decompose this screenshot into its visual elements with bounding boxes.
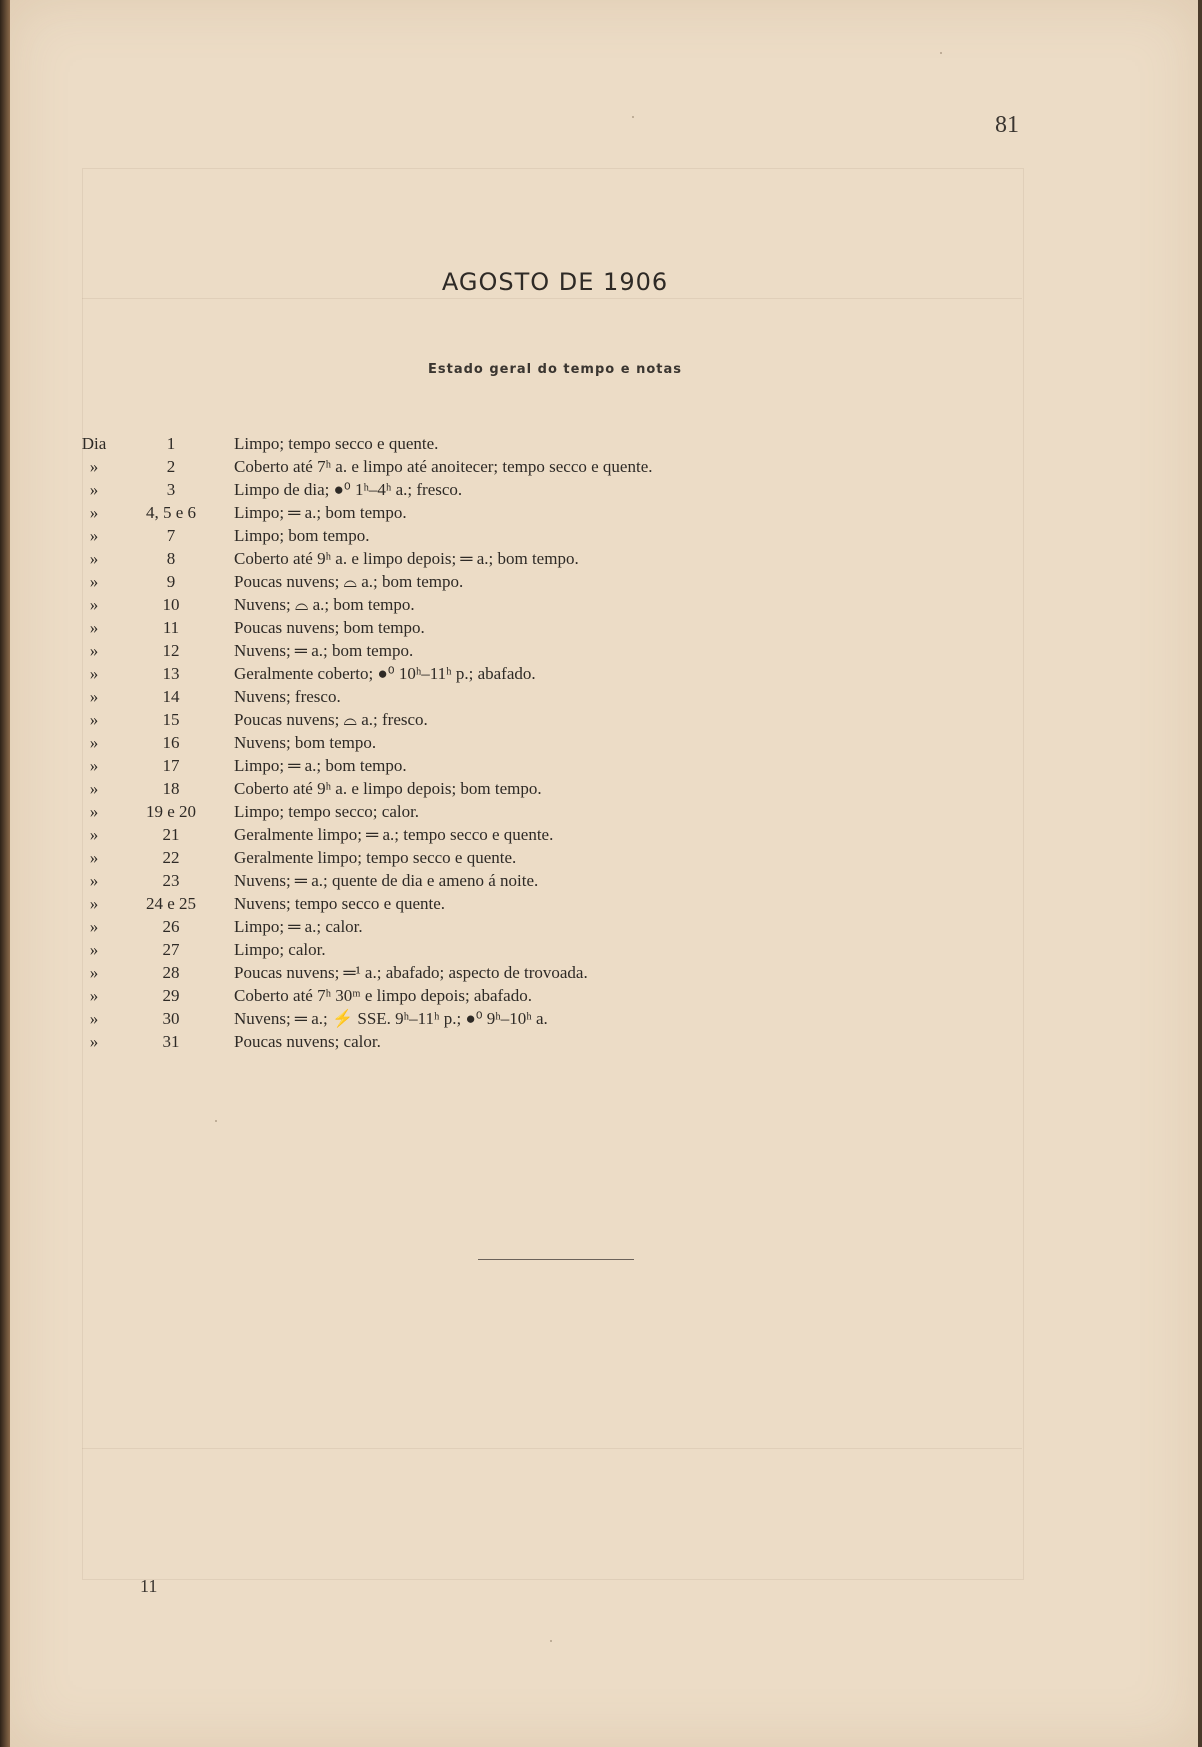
- ditto-mark: »: [89, 871, 99, 890]
- weather-note: Poucas nuvens; ⌓ a.; bom tempo.: [234, 572, 464, 591]
- ditto-mark: »: [89, 802, 99, 821]
- weather-note: Limpo; ═ a.; bom tempo.: [234, 756, 407, 775]
- day-number: 11: [162, 618, 180, 637]
- weather-note: Nuvens; ═ a.; quente de dia e ameno á noite.: [234, 871, 539, 890]
- list-item: [10, 892, 1010, 915]
- ditto-mark: »: [89, 1032, 99, 1051]
- paper-speck: [550, 1640, 552, 1642]
- ditto-mark: »: [89, 733, 99, 752]
- list-item: [10, 1007, 1010, 1030]
- day-number: 17: [162, 756, 180, 775]
- weather-note: Nuvens; ═ a.; bom tempo.: [234, 641, 414, 660]
- list-item: [10, 662, 1010, 685]
- document-page: [10, 0, 1198, 1747]
- weather-note: Limpo; calor.: [234, 940, 326, 959]
- list-item: [10, 593, 1010, 616]
- weather-note: Nuvens; fresco.: [234, 687, 341, 706]
- list-item: [10, 524, 1010, 547]
- day-number: 29: [162, 986, 180, 1005]
- ditto-mark: »: [89, 1009, 99, 1028]
- ditto-mark: »: [89, 825, 99, 844]
- paper-speck: [632, 116, 634, 118]
- weather-note: Coberto até 7ʰ 30ᵐ e limpo depois; abafado.: [234, 986, 532, 1005]
- paper-speck: [940, 52, 942, 54]
- ditto-mark: »: [89, 549, 99, 568]
- day-number: 4, 5 e 6: [145, 503, 197, 522]
- list-item: [10, 547, 1010, 570]
- ditto-mark: »: [89, 618, 99, 637]
- ditto-mark: »: [89, 687, 99, 706]
- weather-note: Nuvens; ⌓ a.; bom tempo.: [234, 595, 415, 614]
- ditto-mark: »: [89, 940, 99, 959]
- day-number: 22: [162, 848, 180, 867]
- weather-note: Poucas nuvens; ═¹ a.; abafado; aspecto de trovoada.: [234, 963, 588, 982]
- ditto-mark: »: [89, 917, 99, 936]
- day-number: 8: [166, 549, 176, 568]
- day-number: 13: [162, 664, 180, 683]
- bleed-through-line: [82, 298, 1022, 299]
- list-item: [10, 639, 1010, 662]
- list-item: [10, 846, 1010, 869]
- list-item: [10, 938, 1010, 961]
- ditto-mark: »: [89, 457, 99, 476]
- section-subtitle: Estado geral do tempo e notas: [427, 362, 682, 377]
- list-item: [10, 777, 1010, 800]
- weather-note: Limpo; ═ a.; calor.: [234, 917, 363, 936]
- weather-note: Limpo; ═ a.; bom tempo.: [234, 503, 407, 522]
- paper-speck: [215, 1120, 217, 1122]
- day-number: 1: [166, 434, 176, 453]
- list-item: [10, 685, 1010, 708]
- ditto-mark: »: [89, 572, 99, 591]
- ditto-mark: »: [89, 963, 99, 982]
- weather-note: Nuvens; bom tempo.: [234, 733, 377, 752]
- weather-note: Coberto até 9ʰ a. e limpo depois; bom tempo.: [234, 779, 542, 798]
- list-item: [10, 478, 1010, 501]
- page-binding-edge: [0, 0, 10, 1747]
- ditto-mark: »: [89, 641, 99, 660]
- day-number: 30: [162, 1009, 180, 1028]
- ditto-mark: »: [89, 503, 99, 522]
- weather-note: Geralmente limpo; tempo secco e quente.: [234, 848, 517, 867]
- sheet-signature-mark: 11: [140, 1576, 158, 1596]
- weather-note: Nuvens; tempo secco e quente.: [234, 894, 446, 913]
- weather-note: Nuvens; ═ a.; ⚡ SSE. 9ʰ–11ʰ p.; ●⁰ 9ʰ–10ʰ a.: [234, 1009, 548, 1028]
- end-rule: [478, 1259, 634, 1260]
- list-item: [10, 961, 1010, 984]
- ditto-mark: »: [89, 894, 99, 913]
- ditto-mark: »: [89, 756, 99, 775]
- ditto-mark: »: [89, 526, 99, 545]
- list-item: [10, 708, 1010, 731]
- day-number: 15: [162, 710, 180, 729]
- day-number: 18: [162, 779, 180, 798]
- day-number: 24 e 25: [145, 894, 197, 913]
- weather-note: Geralmente limpo; ═ a.; tempo secco e quente.: [234, 825, 554, 844]
- bleed-through-line: [82, 1448, 1022, 1449]
- page-title: AGOSTO DE 1906: [441, 268, 669, 296]
- day-number: 12: [162, 641, 180, 660]
- weather-note: Coberto até 9ʰ a. e limpo depois; ═ a.; bom tempo.: [234, 549, 579, 568]
- day-number: 26: [162, 917, 180, 936]
- ditto-mark: »: [89, 986, 99, 1005]
- ditto-mark: »: [89, 710, 99, 729]
- day-number: 31: [162, 1032, 180, 1051]
- weather-note: Limpo; tempo secco e quente.: [234, 434, 439, 453]
- list-item: [10, 984, 1010, 1007]
- day-number: 3: [166, 480, 176, 499]
- day-number: 7: [166, 526, 176, 545]
- day-number: 19 e 20: [145, 802, 197, 821]
- dia-label: Dia: [81, 434, 107, 453]
- list-item: [10, 823, 1010, 846]
- list-item: [10, 869, 1010, 892]
- weather-note: Limpo; bom tempo.: [234, 526, 370, 545]
- day-number: 16: [162, 733, 180, 752]
- weather-note: Limpo; tempo secco; calor.: [234, 802, 420, 821]
- day-number: 21: [162, 825, 180, 844]
- ditto-mark: »: [89, 480, 99, 499]
- list-item: [10, 616, 1010, 639]
- weather-note: Limpo de dia; ●⁰ 1ʰ–4ʰ a.; fresco.: [234, 480, 463, 499]
- ditto-mark: »: [89, 664, 99, 683]
- day-number: 10: [162, 595, 180, 614]
- list-item: [10, 731, 1010, 754]
- day-number: 23: [162, 871, 180, 890]
- list-item: [10, 432, 1010, 455]
- day-number: 14: [162, 687, 180, 706]
- ditto-mark: »: [89, 848, 99, 867]
- weather-note: Poucas nuvens; calor.: [234, 1032, 381, 1051]
- list-item: [10, 501, 1010, 524]
- day-number: 9: [166, 572, 176, 591]
- weather-note: Poucas nuvens; bom tempo.: [234, 618, 425, 637]
- ditto-mark: »: [89, 779, 99, 798]
- list-item: [10, 455, 1010, 478]
- day-number: 28: [162, 963, 180, 982]
- weather-note: Poucas nuvens; ⌓ a.; fresco.: [234, 710, 428, 729]
- page-number: 81: [995, 112, 1019, 138]
- list-item: [10, 570, 1010, 593]
- day-number: 2: [166, 457, 176, 476]
- day-number: 27: [162, 940, 180, 959]
- weather-note: Geralmente coberto; ●⁰ 10ʰ–11ʰ p.; abafado.: [234, 664, 536, 683]
- ditto-mark: »: [89, 595, 99, 614]
- weather-note: Coberto até 7ʰ a. e limpo até anoitecer; tempo secco e quente.: [234, 457, 653, 476]
- list-item: [10, 754, 1010, 777]
- list-item: [10, 1030, 1010, 1053]
- list-item: [10, 915, 1010, 938]
- list-item: [10, 800, 1010, 823]
